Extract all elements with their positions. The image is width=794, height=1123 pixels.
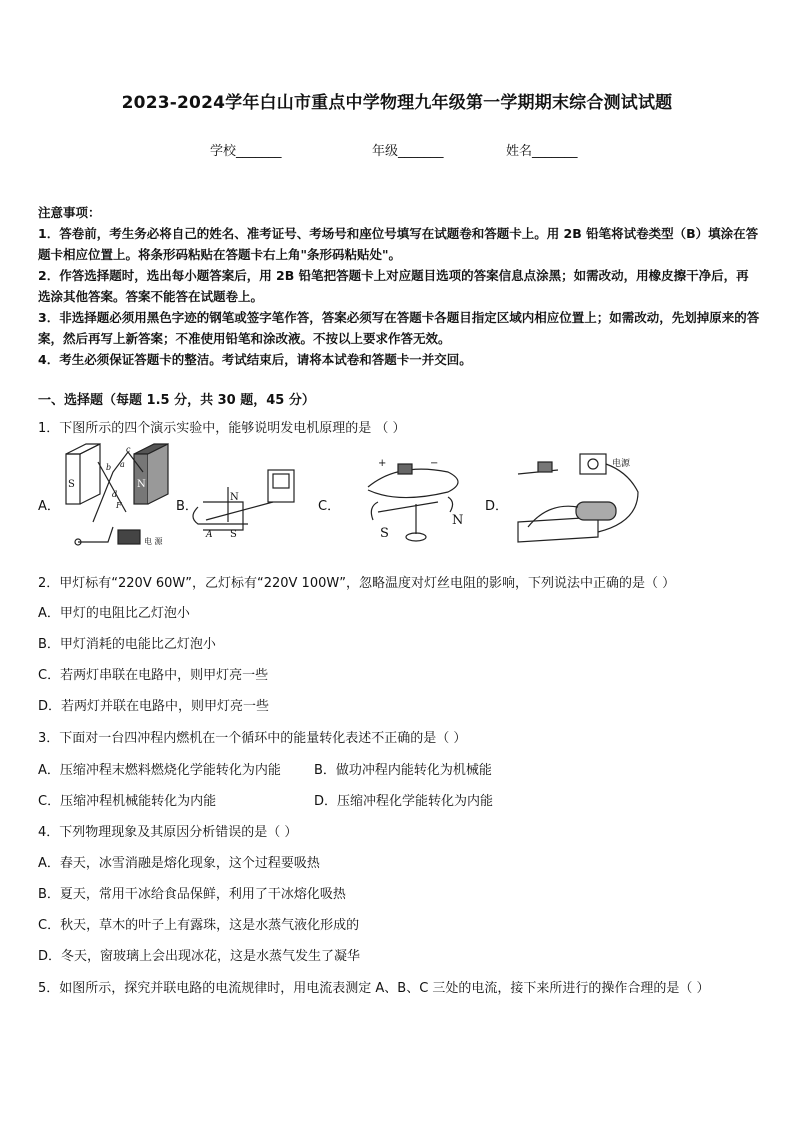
- grade-field: 年级_______: [372, 144, 444, 159]
- fig-c-s: S: [380, 526, 389, 541]
- fig-a-a: a: [120, 460, 125, 469]
- option-c-label: C．: [318, 499, 341, 514]
- question-4-stem: 4．下列物理现象及其原因分析错误的是（ ）: [38, 825, 298, 840]
- question-2-option-c: C．若两灯串联在电路中，则甲灯亮一些: [38, 668, 269, 683]
- name-field: 姓名_______: [506, 144, 578, 159]
- question-3-option-a: A．压缩冲程末燃料燃烧化学能转化为内能: [38, 763, 281, 778]
- question-2-option-d: D．若两灯并联在电路中，则甲灯亮一些: [38, 699, 270, 714]
- fig-a-n: N: [137, 479, 146, 490]
- notice-item-4: 4．考生必须保证答题卡的整洁。考试结束后，请将本试卷和答题卡一并交回。: [38, 352, 472, 367]
- option-b-label: B．: [176, 499, 198, 514]
- question-3-option-b: B．做功冲程内能转化为机械能: [314, 763, 492, 778]
- fig-c-plus: +: [378, 458, 387, 469]
- fig-c-minus: −: [430, 458, 439, 469]
- notice-item-1: 1．答卷前，考生务必将自己的姓名、准考证号、考场号和座位号填写在试题卷和答题卡上。用 2B 铅笔将试卷类型（B）填涂在答题卡相应位置上。将条形码粘贴在答题卡右上角"条形码粘贴处"。: [38, 226, 759, 262]
- question-1-figures: [38, 442, 758, 557]
- fig-a-c: c: [126, 445, 131, 454]
- option-a-label: A．: [38, 499, 60, 514]
- figure-c-wire-compass: [368, 458, 463, 541]
- fig-a-power: 电 源: [144, 537, 163, 546]
- notice-item-2: 2．作答选择题时，选出每小题答案后，用 2B 铅笔把答题卡上对应题目选项的答案信息点涂黑；如需改动，用橡皮擦干净后，再选涂其他答案。答案不能答在试题卷上。: [38, 268, 749, 304]
- fig-a-d: d: [112, 490, 118, 499]
- notice-heading: 注意事项：: [38, 205, 101, 220]
- fig-a-s: S: [68, 479, 75, 490]
- question-2-option-b: B．甲灯消耗的电能比乙灯泡小: [38, 637, 216, 652]
- question-4-option-a: A．春天，冰雪消融是熔化现象，这个过程要吸热: [38, 856, 320, 871]
- fig-a-f: F: [116, 501, 122, 510]
- question-3-option-c: C．压缩冲程机械能转化为内能: [38, 794, 217, 809]
- fig-b-n: N: [230, 492, 239, 503]
- figure-d-motor: [518, 454, 638, 542]
- fig-b-a: A: [206, 530, 213, 540]
- question-1-stem: 1．下图所示的四个演示实验中，能够说明发电机原理的是 （ ）: [38, 421, 406, 436]
- question-5-stem: 5．如图所示，探究并联电路的电流规律时，用电流表测定 A、B、C 三处的电流，接下来所进行的操作合理的是（ ）: [38, 981, 710, 996]
- option-d-label: D．: [485, 499, 509, 514]
- question-4-option-b: B．夏天，常用干冰给食品保鲜，利用了干冰熔化吸热: [38, 887, 346, 902]
- fig-d-power: 电源: [612, 459, 631, 469]
- figure-b-galvanometer: [193, 470, 294, 540]
- question-4-option-d: D．冬天，窗玻璃上会出现冰花，这是水蒸气发生了凝华: [38, 949, 361, 964]
- notice-item-3: 3．非选择题必须用黑色字迹的钢笔或签字笔作答，答案必须写在答题卡各题目指定区域内相应位置上；如需改动，先划掉原来的答案，然后再写上新答案；不准使用铅笔和涂改液。不按以上要求作答无效。: [38, 310, 760, 346]
- question-3-stem: 3．下面对一台四冲程内燃机在一个循环中的能量转化表述不正确的是（ ）: [38, 731, 467, 746]
- school-field: 学校_______: [210, 144, 282, 159]
- figure-drawings: [38, 442, 758, 557]
- section-heading: 一、选择题（每题 1.5 分，共 30 题，45 分）: [38, 393, 315, 408]
- exam-title: 2023-2024学年白山市重点中学物理九年级第一学期期末综合测试试题: [121, 93, 673, 113]
- fig-c-n: N: [452, 513, 464, 528]
- question-2-option-a: A．甲灯的电阻比乙灯泡小: [38, 606, 190, 621]
- question-3-option-d: D．压缩冲程化学能转化为内能: [314, 794, 494, 809]
- question-4-option-c: C．秋天，草木的叶子上有露珠，这是水蒸气液化形成的: [38, 918, 360, 933]
- figure-a-magnet-rod: [66, 444, 168, 546]
- fig-b-s: S: [230, 529, 237, 540]
- question-2-stem: 2．甲灯标有“220V 60W”，乙灯标有“220V 100W”，忽略温度对灯丝电阻的影响，下列说法中正确的是（ ）: [38, 576, 676, 591]
- fig-a-b: b: [106, 463, 112, 472]
